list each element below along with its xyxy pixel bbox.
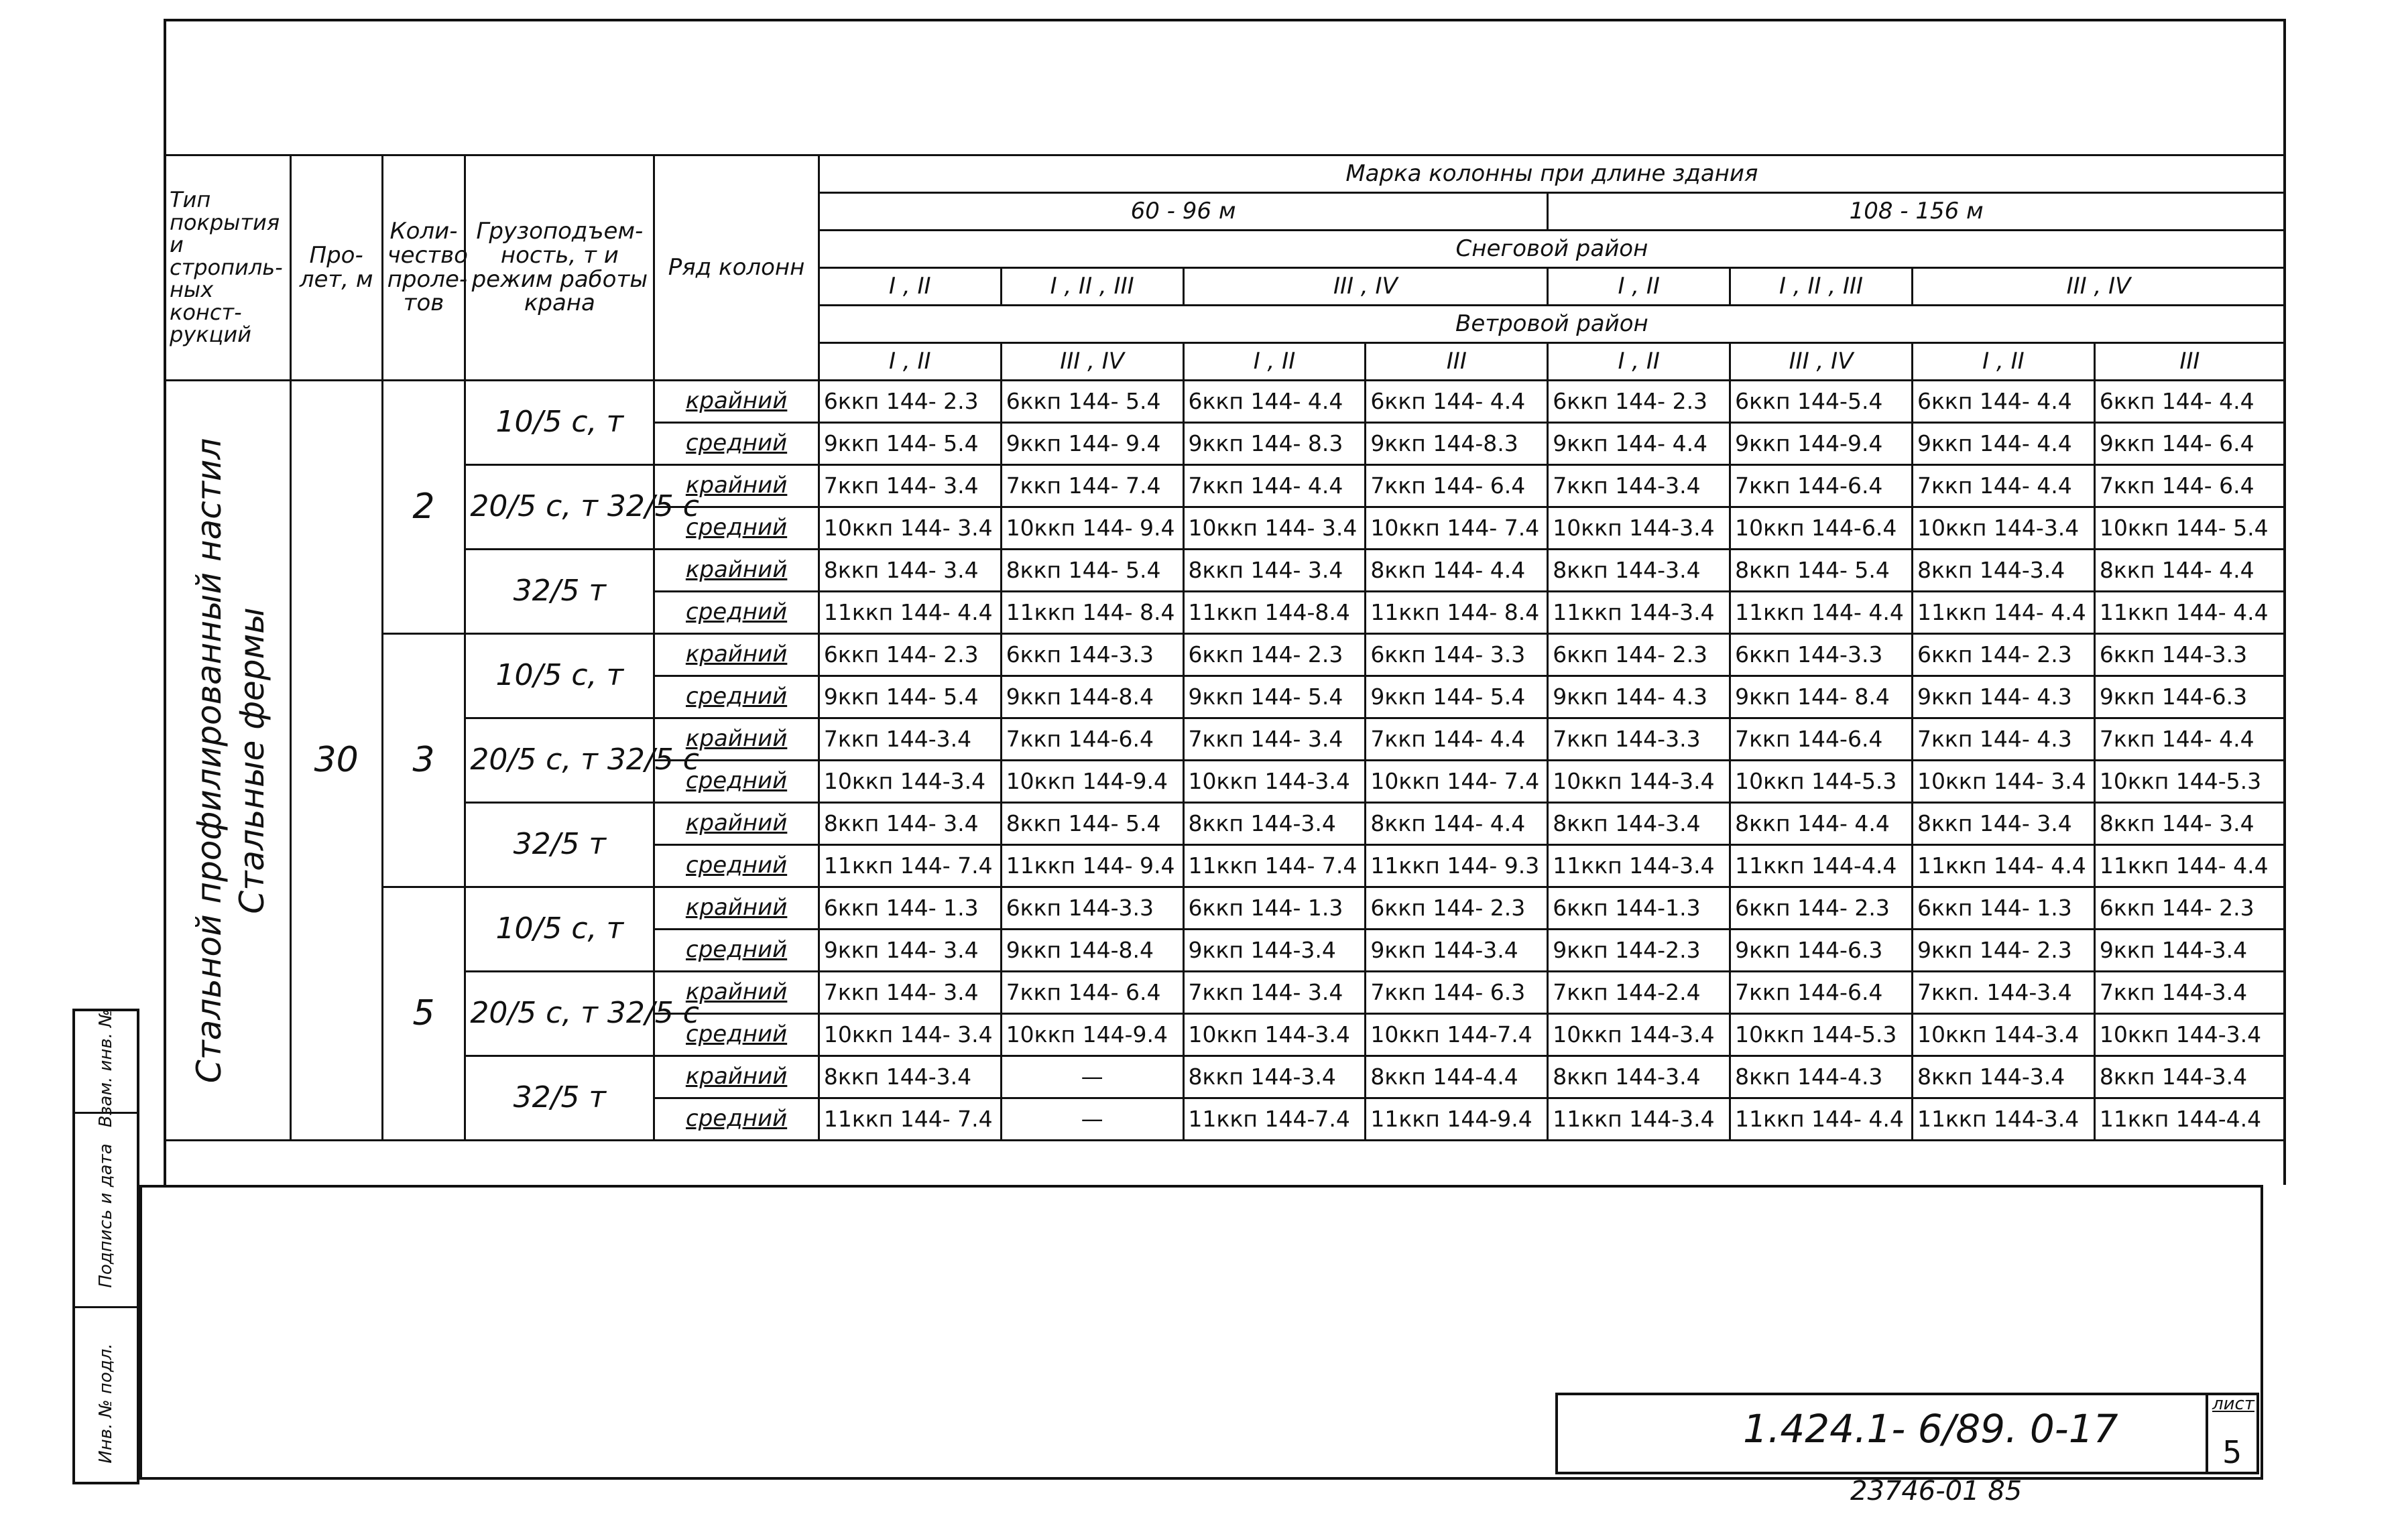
column-row-label: крайний xyxy=(654,381,819,423)
column-mark-cell: 11ккп 144- 4.4 xyxy=(2094,845,2285,887)
column-mark-cell: 7ккп 144- 4.4 xyxy=(2094,718,2285,761)
span-count: 3 xyxy=(382,634,465,887)
column-row-label: крайний xyxy=(654,550,819,592)
column-mark-cell: 6ккп 144- 2.3 xyxy=(1366,887,1548,930)
table-row xyxy=(165,972,2285,1014)
column-row-label: средний xyxy=(654,592,819,634)
column-mark-table xyxy=(164,154,2286,1141)
column-mark-cell: 7ккп 144- 3.4 xyxy=(819,465,1001,507)
column-row-label: средний xyxy=(654,845,819,887)
column-mark-cell: 10ккп 144-9.4 xyxy=(1001,761,1183,803)
column-mark-cell: 7ккп 144- 4.4 xyxy=(1912,465,2094,507)
column-row-label: средний xyxy=(654,1014,819,1056)
column-mark-cell: 6ккп 144- 2.3 xyxy=(819,381,1001,423)
header-length-a: 60 - 96 м xyxy=(819,193,1547,231)
column-mark-cell: 9ккп 144- 5.4 xyxy=(819,676,1001,718)
column-row-label: крайний xyxy=(654,1056,819,1098)
column-mark-cell: 7ккп 144-6.4 xyxy=(1001,718,1183,761)
column-mark-cell: 8ккп 144-3.4 xyxy=(1912,550,2094,592)
column-row-label: средний xyxy=(654,507,819,550)
column-mark-cell: 9ккп 144- 4.3 xyxy=(1912,676,2094,718)
construction-type-cell xyxy=(165,381,291,1141)
column-mark-cell: 8ккп 144-4.3 xyxy=(1730,1056,1913,1098)
column-mark-cell: 11ккп 144-4.4 xyxy=(1730,845,1913,887)
column-row-label: крайний xyxy=(654,718,819,761)
column-mark-cell: 11ккп 144- 7.4 xyxy=(819,1098,1001,1141)
span-value: 30 xyxy=(290,381,382,1141)
column-mark-cell: 9ккп 144-3.4 xyxy=(1366,930,1548,972)
column-mark-cell: 6ккп 144- 3.3 xyxy=(1366,634,1548,676)
construction-type-text: Стальной профилированный настил xyxy=(189,438,229,1083)
column-mark-cell: 10ккп 144-5.3 xyxy=(2094,761,2285,803)
wind-region-cell: III xyxy=(2094,343,2285,381)
snow-region-cell: I , II xyxy=(819,268,1001,306)
side-label-inventory: Инв. № подл. xyxy=(96,1343,116,1464)
column-mark-cell: 6ккп 144- 4.4 xyxy=(2094,381,2285,423)
column-mark-cell: 9ккп 144- 4.3 xyxy=(1548,676,1730,718)
column-mark-cell: 9ккп 144- 4.4 xyxy=(1548,423,1730,465)
column-mark-cell: 7ккп 144- 6.3 xyxy=(1366,972,1548,1014)
column-mark-cell: 9ккп 144- 8.4 xyxy=(1730,676,1913,718)
column-mark-cell: 6ккп 144- 2.3 xyxy=(819,634,1001,676)
column-mark-cell: 7ккп 144-6.4 xyxy=(1730,465,1913,507)
column-mark-cell: 9ккп 144- 5.4 xyxy=(819,423,1001,465)
column-mark-cell: — xyxy=(1001,1056,1183,1098)
column-mark-cell: 9ккп 144-6.3 xyxy=(2094,676,2285,718)
side-label-replace: Взам. инв. № xyxy=(96,1009,116,1128)
column-row-label: средний xyxy=(654,1098,819,1141)
column-mark-cell: 8ккп 144-3.4 xyxy=(1912,1056,2094,1098)
crane-capacity: 32/5 т xyxy=(465,803,654,887)
column-mark-cell: 7ккп 144- 4.3 xyxy=(1912,718,2094,761)
wind-region-cell: III , IV xyxy=(1730,343,1913,381)
column-mark-cell: 6ккп 144-3.3 xyxy=(1730,634,1913,676)
column-mark-cell: 8ккп 144-3.4 xyxy=(1183,1056,1366,1098)
column-mark-cell: 11ккп 144- 4.4 xyxy=(1912,592,2094,634)
side-label-signature: Подпись и дата xyxy=(96,1143,116,1288)
column-mark-cell: 8ккп 144- 3.4 xyxy=(819,803,1001,845)
snow-region-cell: I , II , III xyxy=(1730,268,1913,306)
column-mark-cell: 8ккп 144-3.4 xyxy=(1183,803,1366,845)
sheet-number: 5 xyxy=(2222,1434,2242,1470)
table-row xyxy=(165,634,2285,676)
column-mark-cell: 9ккп 144- 9.4 xyxy=(1001,423,1183,465)
column-mark-cell: 11ккп 144- 8.4 xyxy=(1366,592,1548,634)
column-mark-cell: 10ккп 144-3.4 xyxy=(1548,761,1730,803)
column-mark-cell: 9ккп 144-2.3 xyxy=(1548,930,1730,972)
column-mark-cell: 7ккп 144- 6.4 xyxy=(1001,972,1183,1014)
table-row xyxy=(165,718,2285,761)
header-crane: Грузоподъем-ность, т и режим работы крана xyxy=(465,155,654,381)
table-row xyxy=(165,465,2285,507)
snow-region-cell: I , II , III xyxy=(1001,268,1183,306)
column-mark-cell: 6ккп 144- 2.3 xyxy=(1548,381,1730,423)
column-mark-cell: 6ккп 144- 4.4 xyxy=(1183,381,1366,423)
column-mark-cell: 7ккп 144-6.4 xyxy=(1730,718,1913,761)
column-mark-cell: 7ккп 144-3.4 xyxy=(2094,972,2285,1014)
column-mark-cell: 6ккп 144- 1.3 xyxy=(1183,887,1366,930)
wind-region-cell: III , IV xyxy=(1001,343,1183,381)
column-mark-cell: 8ккп 144- 3.4 xyxy=(2094,803,2285,845)
column-mark-cell: 10ккп 144- 9.4 xyxy=(1001,507,1183,550)
crane-capacity: 10/5 с, т xyxy=(465,634,654,718)
column-mark-cell: 10ккп 144-3.4 xyxy=(1912,1014,2094,1056)
column-row-label: крайний xyxy=(654,634,819,676)
column-mark-cell: 9ккп 144- 5.4 xyxy=(1366,676,1548,718)
column-mark-cell: 11ккп 144-7.4 xyxy=(1183,1098,1366,1141)
crane-capacity: 10/5 с, т xyxy=(465,887,654,972)
column-row-label: средний xyxy=(654,676,819,718)
column-mark-cell: 9ккп 144-3.4 xyxy=(1183,930,1366,972)
column-row-label: средний xyxy=(654,930,819,972)
header-span: Про-лет, м xyxy=(290,155,382,381)
column-mark-cell: 10ккп 144-3.4 xyxy=(1183,1014,1366,1056)
column-mark-cell: 8ккп 144- 4.4 xyxy=(1366,550,1548,592)
column-mark-cell: 10ккп 144- 3.4 xyxy=(1183,507,1366,550)
column-mark-cell: 9ккп 144-3.4 xyxy=(2094,930,2285,972)
wind-region-cell: I , II xyxy=(1912,343,2094,381)
column-mark-cell: 9ккп 144- 2.3 xyxy=(1912,930,2094,972)
column-mark-cell: 8ккп 144- 3.4 xyxy=(1183,550,1366,592)
side-strip xyxy=(72,1009,139,1484)
column-mark-cell: 6ккп 144- 2.3 xyxy=(1730,887,1913,930)
column-mark-cell: 11ккп 144-3.4 xyxy=(1548,1098,1730,1141)
column-mark-cell: 10ккп 144- 7.4 xyxy=(1366,761,1548,803)
wind-region-cell: I , II xyxy=(1548,343,1730,381)
column-mark-cell: 10ккп 144-5.3 xyxy=(1730,761,1913,803)
column-mark-cell: 7ккп. 144-3.4 xyxy=(1912,972,2094,1014)
header-count: Коли-чество проле-тов xyxy=(382,155,465,381)
table-row xyxy=(165,381,2285,423)
table-row xyxy=(165,550,2285,592)
column-mark-cell: 8ккп 144-3.4 xyxy=(1548,550,1730,592)
snow-region-cell: I , II xyxy=(1548,268,1730,306)
column-row-label: крайний xyxy=(654,465,819,507)
column-mark-cell: 10ккп 144-5.3 xyxy=(1730,1014,1913,1056)
inventory-number: 23746-01 85 xyxy=(1850,1476,2023,1507)
column-mark-cell: 8ккп 144-3.4 xyxy=(819,1056,1001,1098)
column-mark-cell: 10ккп 144-3.4 xyxy=(819,761,1001,803)
crane-capacity: 10/5 с, т xyxy=(465,381,654,465)
column-mark-cell: 7ккп 144- 4.4 xyxy=(1366,718,1548,761)
column-mark-cell: 9ккп 144- 5.4 xyxy=(1183,676,1366,718)
header-type: Тип покрытия и стропиль-ных конст-рукций xyxy=(165,155,291,381)
column-mark-cell: 8ккп 144- 5.4 xyxy=(1730,550,1913,592)
column-mark-cell: 11ккп 144- 4.4 xyxy=(1730,592,1913,634)
column-mark-cell: 8ккп 144-3.4 xyxy=(1548,1056,1730,1098)
header-row: Ряд колонн xyxy=(654,155,819,381)
column-mark-cell: 9ккп 144- 6.4 xyxy=(2094,423,2285,465)
column-mark-cell: 6ккп 144-3.3 xyxy=(1001,634,1183,676)
column-mark-cell: 9ккп 144-8.4 xyxy=(1001,930,1183,972)
column-mark-cell: 7ккп 144- 7.4 xyxy=(1001,465,1183,507)
column-mark-cell: 11ккп 144- 4.4 xyxy=(819,592,1001,634)
column-mark-cell: 10ккп 144- 3.4 xyxy=(1912,761,2094,803)
column-mark-cell: 11ккп 144-9.4 xyxy=(1366,1098,1548,1141)
column-row-label: средний xyxy=(654,423,819,465)
column-row-label: крайний xyxy=(654,972,819,1014)
column-row-label: средний xyxy=(654,761,819,803)
table-row xyxy=(165,803,2285,845)
wind-region-cell: I , II xyxy=(1183,343,1366,381)
column-mark-cell: 10ккп 144- 5.4 xyxy=(2094,507,2285,550)
column-mark-cell: 8ккп 144-3.4 xyxy=(2094,1056,2285,1098)
column-mark-cell: 8ккп 144- 4.4 xyxy=(1366,803,1548,845)
column-mark-cell: 7ккп 144-6.4 xyxy=(1730,972,1913,1014)
column-mark-cell: 6ккп 144- 4.4 xyxy=(1912,381,2094,423)
column-mark-cell: 9ккп 144-9.4 xyxy=(1730,423,1913,465)
column-mark-cell: 10ккп 144-3.4 xyxy=(1548,507,1730,550)
column-mark-cell: 8ккп 144- 3.4 xyxy=(819,550,1001,592)
column-mark-cell: 8ккп 144- 4.4 xyxy=(2094,550,2285,592)
column-mark-cell: 8ккп 144- 4.4 xyxy=(1730,803,1913,845)
wind-region-cell: III xyxy=(1366,343,1548,381)
column-mark-cell: 11ккп 144- 4.4 xyxy=(1730,1098,1913,1141)
column-mark-cell: 10ккп 144-3.4 xyxy=(1183,761,1366,803)
column-mark-cell: 7ккп 144- 4.4 xyxy=(1183,465,1366,507)
column-mark-cell: 10ккп 144- 3.4 xyxy=(819,1014,1001,1056)
column-mark-cell: 11ккп 144-3.4 xyxy=(1548,845,1730,887)
span-count: 2 xyxy=(382,381,465,634)
crane-capacity: 20/5 с, т 32/5 с xyxy=(465,972,654,1056)
column-mark-cell: 10ккп 144-6.4 xyxy=(1730,507,1913,550)
column-mark-cell: 10ккп 144-3.4 xyxy=(2094,1014,2285,1056)
column-mark-cell: 11ккп 144- 9.3 xyxy=(1366,845,1548,887)
column-row-label: крайний xyxy=(654,803,819,845)
snow-region-cell: III , IV xyxy=(1183,268,1548,306)
column-mark-cell: 8ккп 144- 5.4 xyxy=(1001,803,1183,845)
column-mark-cell: 9ккп 144- 4.4 xyxy=(1912,423,2094,465)
column-mark-cell: 8ккп 144- 5.4 xyxy=(1001,550,1183,592)
column-mark-cell: 9ккп 144-8.3 xyxy=(1366,423,1548,465)
column-mark-cell: 10ккп 144-3.4 xyxy=(1912,507,2094,550)
snow-region-cell: III , IV xyxy=(1912,268,2285,306)
column-mark-cell: 11ккп 144- 7.4 xyxy=(1183,845,1366,887)
column-mark-cell: 11ккп 144-3.4 xyxy=(1548,592,1730,634)
column-mark-cell: 6ккп 144- 5.4 xyxy=(1001,381,1183,423)
column-mark-cell: 9ккп 144- 8.3 xyxy=(1183,423,1366,465)
column-mark-cell: — xyxy=(1001,1098,1183,1141)
column-mark-cell: 11ккп 144-8.4 xyxy=(1183,592,1366,634)
column-mark-cell: 6ккп 144- 4.4 xyxy=(1366,381,1548,423)
column-mark-cell: 7ккп 144- 3.4 xyxy=(1183,972,1366,1014)
column-mark-cell: 7ккп 144- 3.4 xyxy=(819,972,1001,1014)
column-mark-cell: 11ккп 144- 4.4 xyxy=(2094,592,2285,634)
column-mark-cell: 6ккп 144- 1.3 xyxy=(819,887,1001,930)
column-mark-cell: 10ккп 144-7.4 xyxy=(1366,1014,1548,1056)
column-mark-cell: 10ккп 144-3.4 xyxy=(1548,1014,1730,1056)
column-mark-cell: 10ккп 144-9.4 xyxy=(1001,1014,1183,1056)
crane-capacity: 20/5 с, т 32/5 с xyxy=(465,718,654,803)
column-mark-cell: 6ккп 144-3.3 xyxy=(2094,634,2285,676)
crane-capacity: 32/5 т xyxy=(465,550,654,634)
column-mark-cell: 8ккп 144-4.4 xyxy=(1366,1056,1548,1098)
column-mark-cell: 6ккп 144-3.3 xyxy=(1001,887,1183,930)
column-mark-cell: 7ккп 144-3.4 xyxy=(819,718,1001,761)
column-mark-cell: 7ккп 144-2.4 xyxy=(1548,972,1730,1014)
column-mark-cell: 6ккп 144- 2.3 xyxy=(1912,634,2094,676)
column-mark-cell: 9ккп 144-8.4 xyxy=(1001,676,1183,718)
column-mark-cell: 11ккп 144- 9.4 xyxy=(1001,845,1183,887)
table-row xyxy=(165,887,2285,930)
column-mark-cell: 8ккп 144- 3.4 xyxy=(1912,803,2094,845)
column-mark-cell: 8ккп 144-3.4 xyxy=(1548,803,1730,845)
column-mark-cell: 7ккп 144-3.4 xyxy=(1548,465,1730,507)
document-code: 1.424.1- 6/89. 0-17 xyxy=(1743,1406,2118,1452)
column-mark-cell: 10ккп 144- 3.4 xyxy=(819,507,1001,550)
column-mark-cell: 6ккп 144- 2.3 xyxy=(1183,634,1366,676)
column-mark-cell: 6ккп 144- 2.3 xyxy=(2094,887,2285,930)
column-row-label: крайний xyxy=(654,887,819,930)
header-snow-region: Снеговой район xyxy=(819,231,2285,268)
table-row xyxy=(165,1056,2285,1098)
column-mark-cell: 6ккп 144- 1.3 xyxy=(1912,887,2094,930)
span-count: 5 xyxy=(382,887,465,1141)
column-mark-cell: 6ккп 144-5.4 xyxy=(1730,381,1913,423)
column-mark-cell: 11ккп 144-4.4 xyxy=(2094,1098,2285,1141)
column-mark-cell: 7ккп 144-3.3 xyxy=(1548,718,1730,761)
column-mark-cell: 7ккп 144- 6.4 xyxy=(1366,465,1548,507)
column-mark-cell: 11ккп 144-3.4 xyxy=(1912,1098,2094,1141)
column-mark-cell: 11ккп 144- 8.4 xyxy=(1001,592,1183,634)
column-mark-cell: 9ккп 144-6.3 xyxy=(1730,930,1913,972)
wind-region-cell: I , II xyxy=(819,343,1001,381)
header-length-b: 108 - 156 м xyxy=(1548,193,2285,231)
column-mark-cell: 11ккп 144- 4.4 xyxy=(1912,845,2094,887)
header-mark: Марка колонны при длине здания xyxy=(819,155,2285,193)
column-mark-cell: 7ккп 144- 3.4 xyxy=(1183,718,1366,761)
column-mark-cell: 6ккп 144-1.3 xyxy=(1548,887,1730,930)
column-mark-cell: 10ккп 144- 7.4 xyxy=(1366,507,1548,550)
header-wind-region: Ветровой район xyxy=(819,306,2285,343)
column-mark-cell: 7ккп 144- 6.4 xyxy=(2094,465,2285,507)
crane-capacity: 32/5 т xyxy=(465,1056,654,1141)
column-mark-cell: 9ккп 144- 3.4 xyxy=(819,930,1001,972)
crane-capacity: 20/5 с, т 32/5 с xyxy=(465,465,654,550)
column-mark-cell: 11ккп 144- 7.4 xyxy=(819,845,1001,887)
column-mark-cell: 6ккп 144- 2.3 xyxy=(1548,634,1730,676)
construction-truss-text: Стальные фермы xyxy=(233,607,272,914)
sheet-label: лист xyxy=(2212,1394,2254,1414)
